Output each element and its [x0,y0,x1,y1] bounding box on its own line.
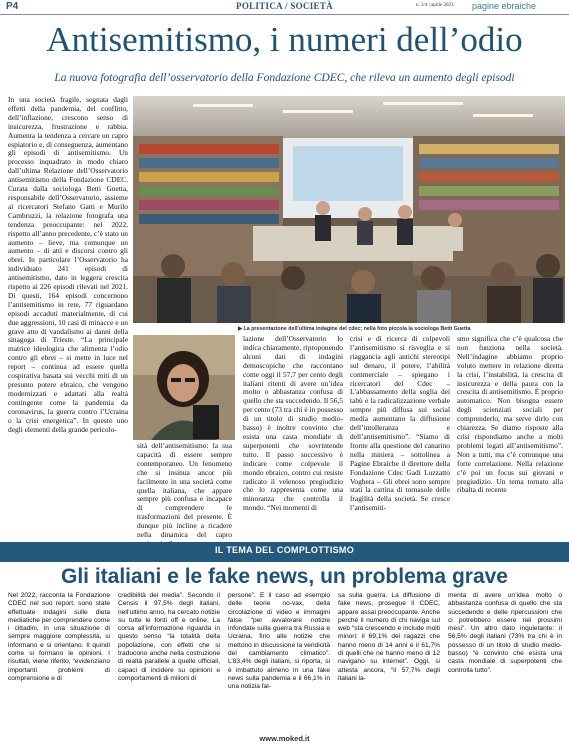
box-column-1 [8,592,110,732]
box-column-2 [118,592,220,732]
box-text: sa sulla guerra. La diffusione di fake news, prosegue il CDEC, appare assai preoccupante. Anche perché il numero di chi naviga sul web “sta crescendo e include molti minori: il 69,1% dei ragazzi che hanno meno di 14 anni e il 61,7% di quelli che ne hanno meno di 12 navigano su internet”. Oggi, si attesta ancora, “il 57,7% degli italiani la- [338,592,440,682]
box-text: menta di avere un’idea molto o abbastanza confusa di quello che sta succedendo e delle ripercussioni che ci potrebbero essere nei prossimi mesi”. Un altro dato inquietante: il 56,5% degli italiani (73% tra chi è in possesso di un titolo di studio medio-basso) “è convinto che esista una casta mondiale di superpotenti che controlla tutto”. [448,592,562,674]
box-text: credibilità dei media”. Secondo il Censis il 97,5% degli italiani, nell’ultimo anno, ha cercato notizie su tutte le fonti off e online. La corsa all’informazione riguarda in questo senso “la totalità della popolazione, con effetti che si traducono anche nella costruzione di realtà parallele a quelle ufficiali, capaci di incidere su opinioni e comportamenti di milioni di [118,592,220,682]
caption-bullet-icon: ▶ [238,326,244,332]
portrait-photo-image [133,335,235,440]
article-column-1 [8,96,128,542]
box-column-4 [338,592,440,732]
page-header [0,0,569,15]
box-column-3 [228,592,330,732]
box-column-5 [448,592,562,732]
event-photo [133,96,565,323]
section-label: POLITICA / SOCIETÀ [236,1,333,11]
box-title: Gli italiani e le fake news, un problema grave [61,565,508,588]
footer-url[interactable]: www.moked.it [259,734,310,743]
caption-text: La presentazione dell’ultima indagine del cdec; nella foto piccola la sociologa Betti Guetta [243,326,471,332]
event-photo-image [133,96,565,323]
issue-date: n. 3/4 | aprile 2023 [416,3,454,8]
article-text: lazione dell’Osservatorio lo indica chiaramente, riproponendo alcuni dati di indagini demoscopiche che raccontano come oggi il 57,7 per cento degli italiani ritenti di avere un’idea molto o abbastanza confusa di quello che sta succedendo. Il 56,5 per cento (73 tra chi è in possesso di un titolo di studio medio-basso) è inoltre convinto che esista una casta mondiale di superpotenti che sovrintende tutto. Il passo successivo è indicare come colpevole il mondo ebraico, contro cui resiste radicato il velenoso pregiudizio che lo rappresenta come una minoranza che controlla il mondo. “Nei momenti di [243,334,343,513]
photo-caption [238,326,470,332]
article-text: smo significa che c’è qualcosa che non funziona nella società. Nell’indagine abbiamo proprio voluto mettere in relazione diretta la crisi, l’instabilità, la crescita di insicurezza e della paura con la crescita di antisemitismo. È proprio automatico. Non bisogna essere degli scienziati sociali per comprenderlo, ma serve dirlo con chiarezza. Se diamo risposte alla crisi rispondiamo anche a molti problemi legati all’antisemitismo”. Non a tutti, ma c’è comunque una forte correlazione. Nella relazione c’è poi un focus sui giovani e pregiudizio. Un tema tornato alla ribalta di recente [457,334,563,495]
portrait-photo [133,335,235,440]
box-band-label: IL TEMA DEL COMPLOTTISMO [214,545,355,555]
article-column-4 [350,335,450,542]
article-text: sità dell’antisemitismo: la sua capacità di essere sempre contemporaneo. Un fenomeno che si insinua ancor più facilmente in una società come quella italiana, che appare sempre più confusa e incapace di comprendere le trasformazioni del presente. È dunque più incline a ricadere nella dinamica del capro [137,441,232,540]
article-title: Antisemitismo, i numeri dell’odio [46,20,523,59]
page-number: P4 [6,1,19,12]
article-text: In una società fragile, segnata dagli effetti della pandemia, del conflitto, dell’inflazione, crescono senso di insicurezza, frustrazione e rabbia. Aumenta la tendenza a cercare un capro espiatorio e, di conseguenza, aumentano gli episodi di antisemitismo. Un processo inquadrato in modo chiaro dall’ultima Relazione dell’Osservatorio antisemitismo della Fondazione CDEC. Curata dalla sociologa Betti Guetta, responsabile dell’Osservatorio, assieme ai ricercatori Stefano Gatti e Murilo Cambruzzi, la relazione fotografa una tendenza preoccupante: nel 2022, rispetto all’anno precedente, c’è stato un aumento – lieve, ma comunque un aumento – di atti e discorsi contro gli ebrei. In particolare l’Osservatorio ha individuato 241 episodi di antisemitismo, dato in leggera crescita rispetto ai 226 episodi rilevati nel 2021. Di questi, 164 episodi concernono l’antisemitismo in rete, 77 riguardano episodi accaduti materialmente, di cui due aggressioni, 10 casi di minacce e un grave atto di vandalismo ai danni della sinagoga di Trieste. “La principale matrice ideologica che alimenta l’odio contro gli ebrei – si mette in luce nel report – continua ad essere quella cospirativa basata sui vecchi miti di un presunto potere ebraico, che vengono modernizzati e adattati alla realtà contingente come la pandemia da coronavirus, la guerra contro l’Ucraina o la crisi energetica”. In questo uno degli elementi della grande pericolo- [8,95,128,434]
box-text: persone”. E il caso ad esempio delle teorie no-vax, della circolazione di video e immagini false “per avvalorare notizie infondate sulla guerra tra Russia e Ucraina, fino alle notizie che mettono in discussione la veridicità del cambiamento climatico”. L’83,4% degli italiani, si riporta, si è imbattuto almeno in una fake news sulla pandemia e il 66,1% in una notizia fal- [228,592,330,691]
publication-brand: pagine ebraiche [472,1,537,11]
article-subtitle: La nuova fotografia dell’osservatorio della Fondazione CDEC, che rileva un aumento degli episodi [54,72,515,84]
article-text: crisi e di ricerca di colpevoli l’antisemitismo si risveglia e si riaggancia agli antichi stereotipi sul denaro, il potere, l’abilità commerciale – spiegano i ricercatori del Cdec – L’abbassamento della soglia dei tabù e la radicalizzazione verbale sempre più diffusa sui social media aumentano la diffusione dell’intolleranza e dell’antisemitismo”. “Siamo di fronte alla questione del canarino nella miniera – sottolinea a Pagine Ebraiche il direttore della Fondazione Cdec Gadi Luzzatto Voghera – Gli ebrei sono sempre stati la cartina di tornasole delle fragilità della società. Se cresce l’antisemiti- [350,334,450,513]
article-column-5 [457,335,563,542]
article-column-2 [137,442,232,542]
box-text: Nel 2022, racconta la Fondazione CDEC nel suo report, sono state effettuate indagini sulle dieta mediatiche per comprendere come i cittadini, in una situazione di sempre maggiore complessità, si informano e si orientano. Il quindi come si formano le opinioni. I risultati, viene riferito, “evidenziano importanti problemi di comprensione e di [8,592,110,682]
article-column-3 [243,335,343,542]
